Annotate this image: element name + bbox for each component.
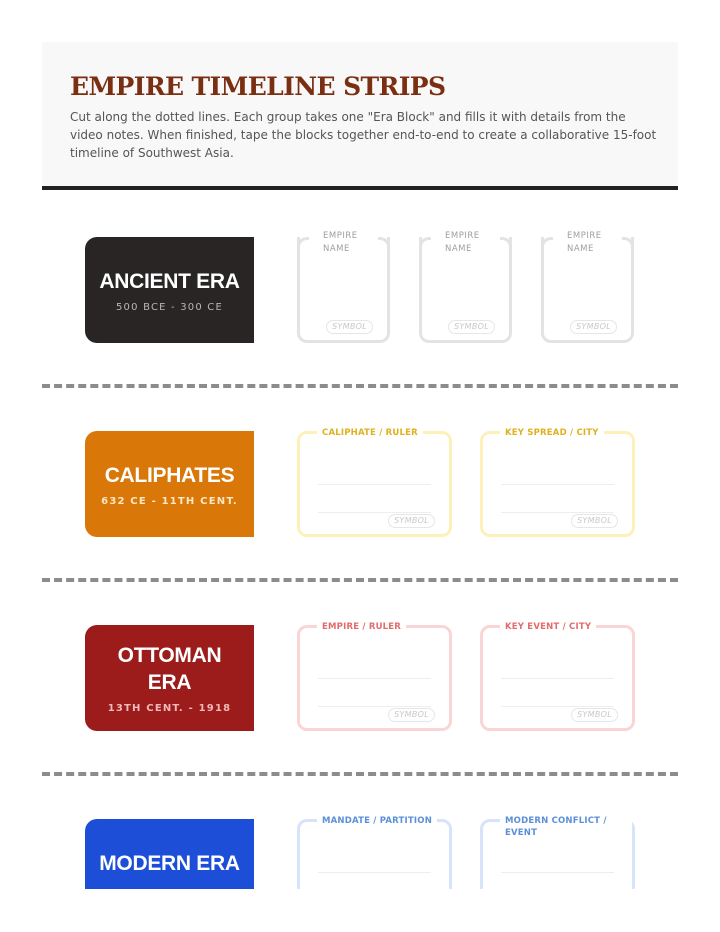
card-label: KEY SPREAD / CITY [500, 427, 604, 439]
key-spread-city-card[interactable] [480, 428, 635, 537]
empire-name-card[interactable] [297, 231, 390, 343]
key-event-city-card[interactable] [480, 622, 635, 731]
page-instructions: Cut along the dotted lines. Each group takes one "Era Block" and fills it with details from the video notes. When finished, tape the blocks together end-to-end to create a collaborative 15-foot timeline of Southwest Asia. [70, 110, 657, 160]
card-label: CALIPHATE / RULER [317, 427, 423, 439]
writing-line [501, 512, 614, 513]
empire-name-card[interactable] [541, 231, 634, 343]
writing-line [318, 484, 431, 485]
era-section-modern [42, 777, 678, 889]
era-block-ancient [85, 237, 254, 343]
cut-line [42, 578, 678, 582]
cut-line [42, 772, 678, 776]
card-label: MANDATE / PARTITION [317, 815, 437, 827]
card-label: EMPIRE NAME [440, 230, 492, 256]
symbol-badge: SYMBOL [571, 708, 618, 722]
empire-ruler-card[interactable] [297, 622, 452, 731]
era-section-ottoman [42, 583, 678, 777]
era-dates: 632 CE - 11TH CENT. [101, 495, 238, 507]
page-header [42, 42, 678, 190]
writing-line [501, 872, 614, 873]
era-title-line2: ERA [147, 671, 192, 694]
writing-line [318, 512, 431, 513]
card-label: EMPIRE NAME [318, 230, 370, 256]
symbol-badge: SYMBOL [326, 320, 373, 334]
card-label: EMPIRE NAME [562, 230, 614, 256]
era-dates: 13TH CENT. - 1918 [107, 703, 232, 714]
writing-line [318, 678, 431, 679]
era-title: OTTOMAN [117, 644, 222, 667]
writing-line [501, 706, 614, 707]
era-block-modern [85, 819, 254, 889]
era-title: ANCIENT ERA [99, 269, 240, 293]
era-block-caliphates [85, 431, 254, 537]
writing-line [501, 678, 614, 679]
card-label: KEY EVENT / CITY [500, 621, 596, 633]
empire-name-card[interactable] [419, 231, 512, 343]
writing-line [318, 872, 431, 873]
era-dates: 500 BCE - 300 CE [116, 301, 223, 313]
symbol-badge: SYMBOL [388, 708, 435, 722]
symbol-badge: SYMBOL [570, 320, 617, 334]
era-block-ottoman [85, 625, 254, 731]
card-label: MODERN CONFLICT / EVENT [500, 815, 632, 839]
symbol-badge: SYMBOL [448, 320, 495, 334]
mandate-partition-card[interactable] [297, 816, 452, 889]
cut-line [42, 384, 678, 388]
symbol-badge: SYMBOL [571, 514, 618, 528]
era-section-caliphates [42, 389, 678, 583]
era-section-ancient [42, 195, 678, 389]
writing-line [501, 484, 614, 485]
writing-line [318, 706, 431, 707]
card-label: EMPIRE / RULER [317, 621, 406, 633]
symbol-badge: SYMBOL [388, 514, 435, 528]
era-title: MODERN ERA [99, 852, 240, 875]
era-title: CALIPHATES [104, 463, 235, 487]
modern-conflict-event-card[interactable] [480, 816, 635, 889]
caliphate-ruler-card[interactable] [297, 428, 452, 537]
page-title: EMPIRE TIMELINE STRIPS [70, 72, 446, 101]
